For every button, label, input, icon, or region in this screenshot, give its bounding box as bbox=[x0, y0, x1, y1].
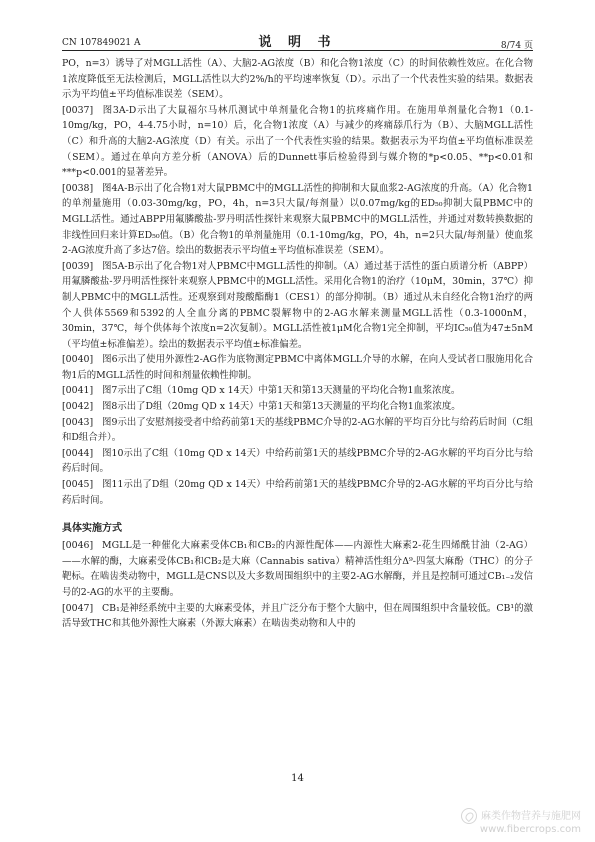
paragraph-0045 bbox=[62, 477, 533, 508]
paragraph-tag: [0047] bbox=[62, 602, 94, 614]
paragraph-text: MGLL是一种催化大麻素受体CB₁和CB₂的内源性配体——内源性大麻素2-花生四烯酰甘油（2-AG）——水解的酶，大麻素受体CB₁和CB₂是大麻（Cannabis sativa）精神活性组分Δ⁹-四氢大麻酚（THC）的分子靶标。在啮齿类动物中，MGLL是CNS以及大多数周围组织中的主要2-AG水解酶，并且是控制可通过CB₁₋₂发信号的2-AG的水平的主要酶。 bbox=[62, 540, 533, 598]
paragraph-tag: [0039] bbox=[62, 260, 94, 272]
paragraph-continued bbox=[62, 56, 533, 103]
paragraph-tag: [0044] bbox=[62, 447, 94, 459]
paragraph-0046 bbox=[62, 538, 533, 600]
paragraph-text: 图5A-B示出了化合物1对人PBMC中MGLL活性的抑制。（A）通过基于活性的蛋白质谱分析（ABPP）用氟膦酸盐-罗丹明活性探针来观察人PBMC中的MGLL活性。采用化合物1的治疗（10μM，30min，37℃）抑制人PBMC中的MGLL活性。还观察到对羧酸酯酶1（CES1）的部分抑制。（B）通过从未自经化合物1治疗的两个人供体5569和5392的人全血分离的PBMC裂解物中的2-AG水解来测量MGLL活性（0.3-1000nM，30min，37℃，每个供体每个浓度n=2次复制）。MGLL活性被1μM化合物1完全抑制，平均IC₅₀值为47±5nM（平均值±标准偏差）。绘出的数据表示平均值±标准偏差。 bbox=[62, 260, 533, 350]
document-title: 说 明 书 bbox=[258, 35, 337, 50]
paragraph-0040 bbox=[62, 352, 533, 383]
paragraph-tag: [0037] bbox=[62, 104, 94, 116]
paragraph-0041 bbox=[62, 383, 533, 399]
page-header bbox=[62, 28, 533, 51]
paragraph-tag: [0042] bbox=[62, 401, 94, 413]
paragraph-0042 bbox=[62, 399, 533, 415]
paragraph-tag: [0041] bbox=[62, 385, 94, 397]
patent-number: CN 107849021 A bbox=[62, 38, 141, 48]
document-body bbox=[62, 56, 533, 632]
paragraph-0037 bbox=[62, 103, 533, 181]
paragraph-0043 bbox=[62, 415, 533, 446]
paragraph-tag: [0045] bbox=[62, 479, 94, 491]
leaf-logo-icon bbox=[461, 808, 477, 824]
paragraph-tag: [0046] bbox=[62, 540, 94, 552]
paragraph-tag: [0043] bbox=[62, 416, 94, 428]
paragraph-0039 bbox=[62, 259, 533, 353]
watermark-url: www.fibercrops.com bbox=[479, 824, 581, 835]
paragraph-text: 图4A-B示出了化合物1对大鼠PBMC中的MGLL活性的抑制和大鼠血浆2-AG浓度的升高。（A）化合物1的单剂量施用（0.03-30mg/kg，PO，4h，n=3只大鼠/每剂量）以0.07mg/kg的ED₅₀抑制大鼠PBMC中的MGLL活性。通过ABPP用氟膦酸盐-罗丹明活性探针来观察大鼠PBMC中的MGLL活性，并通过对数转换数据的非线性回归来计算ED₅₀值。（B）化合物1的单剂量施用（0.1-10mg/kg，PO，4h，n=2只大鼠/每剂量）使血浆2-AG浓度升高了多达7倍。绘出的数据表示平均值±平均值标准误差（SEM）。 bbox=[62, 182, 533, 257]
watermark bbox=[461, 808, 581, 836]
watermark-title: 麻类作物营养与施肥网 bbox=[481, 811, 581, 822]
paragraph-tag: [0040] bbox=[62, 354, 94, 366]
section-title: 具体实施方式 bbox=[62, 523, 122, 535]
paragraph-text: 图7示出了C组（10mg QD x 14天）中第1天和第13天测量的平均化合物1血浆浓度。 bbox=[102, 385, 461, 397]
paragraph-0047 bbox=[62, 601, 533, 632]
page-number: 14 bbox=[291, 773, 304, 784]
paragraph-text: 图6示出了使用外源性2-AG作为底物测定PBMC中离体MGLL介导的水解，在向人受试者口服施用化合物1后的MGLL活性的时间和剂量依赖性抑制。 bbox=[62, 354, 533, 381]
paragraph-0038 bbox=[62, 181, 533, 259]
paragraph-text: 图10示出了C组（10mg QD x 14天）中给药前第1天的基线PBMC介导的2-AG水解的平均百分比与给药后时间。 bbox=[62, 447, 533, 475]
paragraph-tag: [0038] bbox=[62, 182, 94, 194]
paragraph-text: CB₁是神经系统中主要的大麻素受体，并且广泛分布于整个大脑中，但在周围组织中含量较低。CB¹的激活导致THC和其他外源性大麻素（外源大麻素）在啮齿类动物和人中的 bbox=[62, 602, 533, 630]
page-count: 8/74 页 bbox=[500, 41, 533, 51]
paragraph-text: 图8示出了D组（20mg QD x 14天）中第1天和第13天测量的平均化合物1血浆浓度。 bbox=[102, 401, 461, 413]
paragraph-0044 bbox=[62, 446, 533, 477]
paragraph-text: 图9示出了安慰剂接受者中给药前第1天的基线PBMC介导的2-AG水解的平均百分比与给药后时间（C组和D组合并）。 bbox=[62, 416, 533, 444]
paragraph-text: 图11示出了D组（20mg QD x 14天）中给药前第1天的基线PBMC介导的2-AG水解的平均百分比与给药后时间。 bbox=[62, 479, 533, 506]
paragraph-text: 图3A-D示出了大鼠福尔马林爪测试中单剂量化合物1的抗疼痛作用。在施用单剂量化合物1（0.1-10mg/kg，PO，4-4.75小时，n=10）后，化合物1浓度（A）与减少的疼痛舔爪行为（B）、大脑MGLL活性（C）和升高的大脑2-AG浓度（D）有关。示出了一个代表性实验的结果。数据表示为平均值±平均值标准误差（SEM）。通过在单向方差分析（ANOVA）后的Dunnett事后检验得到与媒介物的*p<0.05、**p<0.01和***p<0.001的显著差异。 bbox=[62, 104, 533, 179]
paragraph-text: PO，n=3）诱导了对MGLL活性（A）、大脑2-AG浓度（B）和化合物1浓度（C）的时间依赖性效应。在化合物1浓度降低至无法检测后，MGLL活性以大约2%/h的平均速率恢复（D）。示出了一个代表性实验的结果。数据表示为平均值±平均值标准误差（SEM）。 bbox=[62, 58, 533, 101]
